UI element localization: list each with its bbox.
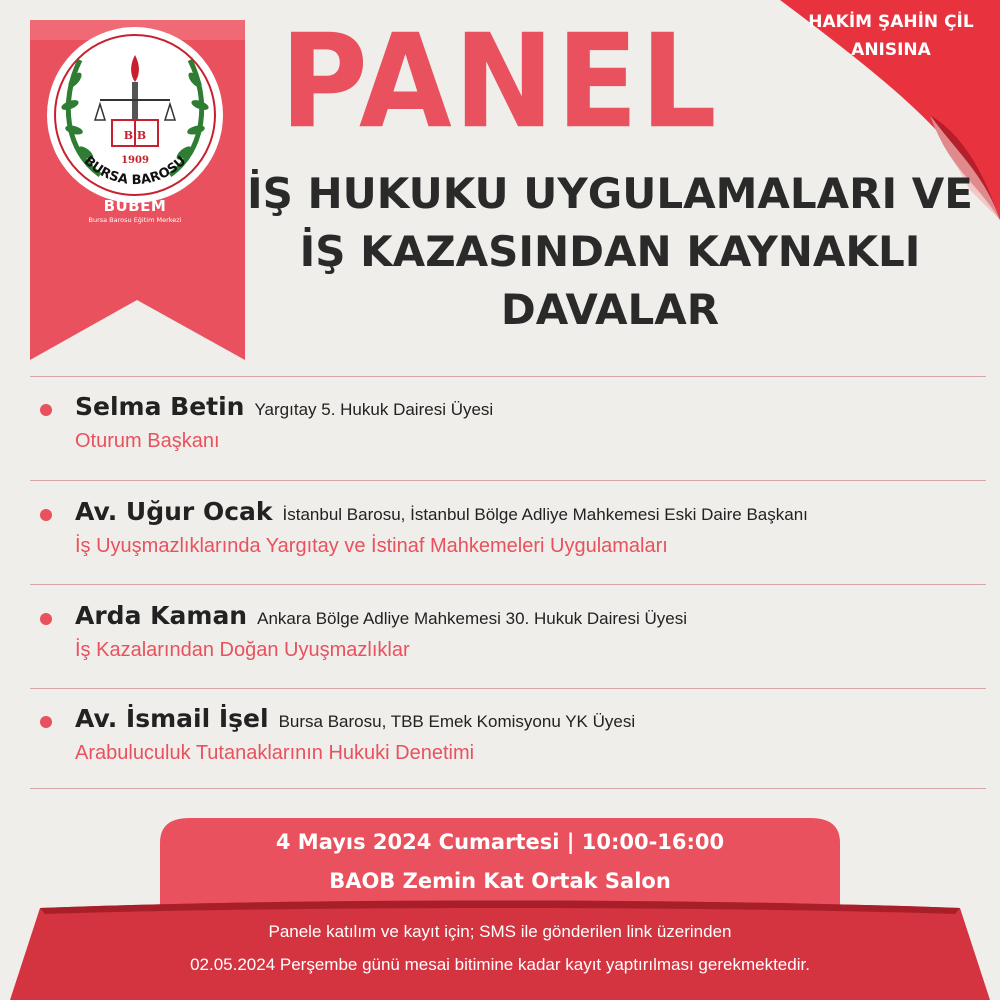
bullet-icon bbox=[40, 716, 52, 728]
speaker-topic: İş Uyuşmazlıklarında Yargıtay ve İstinaf Mahkemeleri Uygulamaları bbox=[75, 535, 668, 557]
ribbon-banner bbox=[0, 0, 260, 370]
divider bbox=[30, 480, 986, 481]
speaker-role: Yargıtay 5. Hukuk Dairesi Üyesi bbox=[254, 400, 494, 419]
registration-note-line: Panele katılım ve kayıt için; SMS ile gönderilen link üzerinden bbox=[268, 922, 732, 941]
divider bbox=[30, 376, 986, 377]
subtitle-line: İŞ KAZASINDAN KAYNAKLI bbox=[299, 227, 921, 276]
page-title: PANEL bbox=[280, 7, 719, 158]
registration-note-line: 02.05.2024 Perşembe günü mesai bitimine kadar kayıt yaptırılması gerekmektedir. bbox=[190, 955, 810, 974]
bullet-icon bbox=[40, 613, 52, 625]
divider bbox=[30, 584, 986, 585]
speaker-role: Ankara Bölge Adliye Mahkemesi 30. Hukuk Dairesi Üyesi bbox=[257, 609, 688, 628]
bullet-icon bbox=[40, 404, 52, 416]
speaker-name: Av. Uğur Ocak bbox=[75, 497, 273, 526]
bar-logo-icon bbox=[47, 27, 223, 203]
memorial-text: HAKİM ŞAHİN ÇİL ANISINA bbox=[808, 12, 974, 60]
speaker-name: Av. İsmail İşel bbox=[75, 704, 269, 733]
speaker-topic: Oturum Başkanı bbox=[75, 430, 220, 452]
panel-subtitle bbox=[240, 165, 980, 339]
svg-text:B B: B B bbox=[123, 129, 147, 142]
logo-subtitle: Bursa Barosu Eğitim Merkezi bbox=[88, 216, 182, 224]
speaker-topic: Arabuluculuk Tutanaklarının Hukuki Denetimi bbox=[75, 742, 475, 764]
subtitle-line: DAVALAR bbox=[500, 285, 720, 334]
divider bbox=[30, 688, 986, 689]
event-place: BAOB Zemin Kat Ortak Salon bbox=[329, 869, 671, 893]
event-date-time: 4 Mayıs 2024 Cumartesi | 10:00-16:00 bbox=[275, 830, 725, 854]
divider bbox=[30, 788, 986, 789]
svg-text:1909: 1909 bbox=[121, 155, 149, 166]
subtitle-line: İŞ HUKUKU UYGULAMALARI VE bbox=[247, 169, 973, 218]
speaker-name: Selma Betin bbox=[75, 392, 245, 421]
svg-text:BURSA BAROSU: BURSA BAROSU bbox=[80, 153, 190, 189]
bullet-icon bbox=[40, 509, 52, 521]
speaker-role: Bursa Barosu, TBB Emek Komisyonu YK Üyesi bbox=[278, 712, 636, 731]
logo-name: BUBEM bbox=[103, 197, 167, 215]
speaker-name: Arda Kaman bbox=[75, 601, 248, 630]
registration-band bbox=[0, 898, 1000, 1000]
speaker-topic: İş Kazalarından Doğan Uyuşmazlıklar bbox=[75, 639, 410, 661]
speaker-role: İstanbul Barosu, İstanbul Bölge Adliye Mahkemesi Eski Daire Başkanı bbox=[282, 505, 808, 524]
